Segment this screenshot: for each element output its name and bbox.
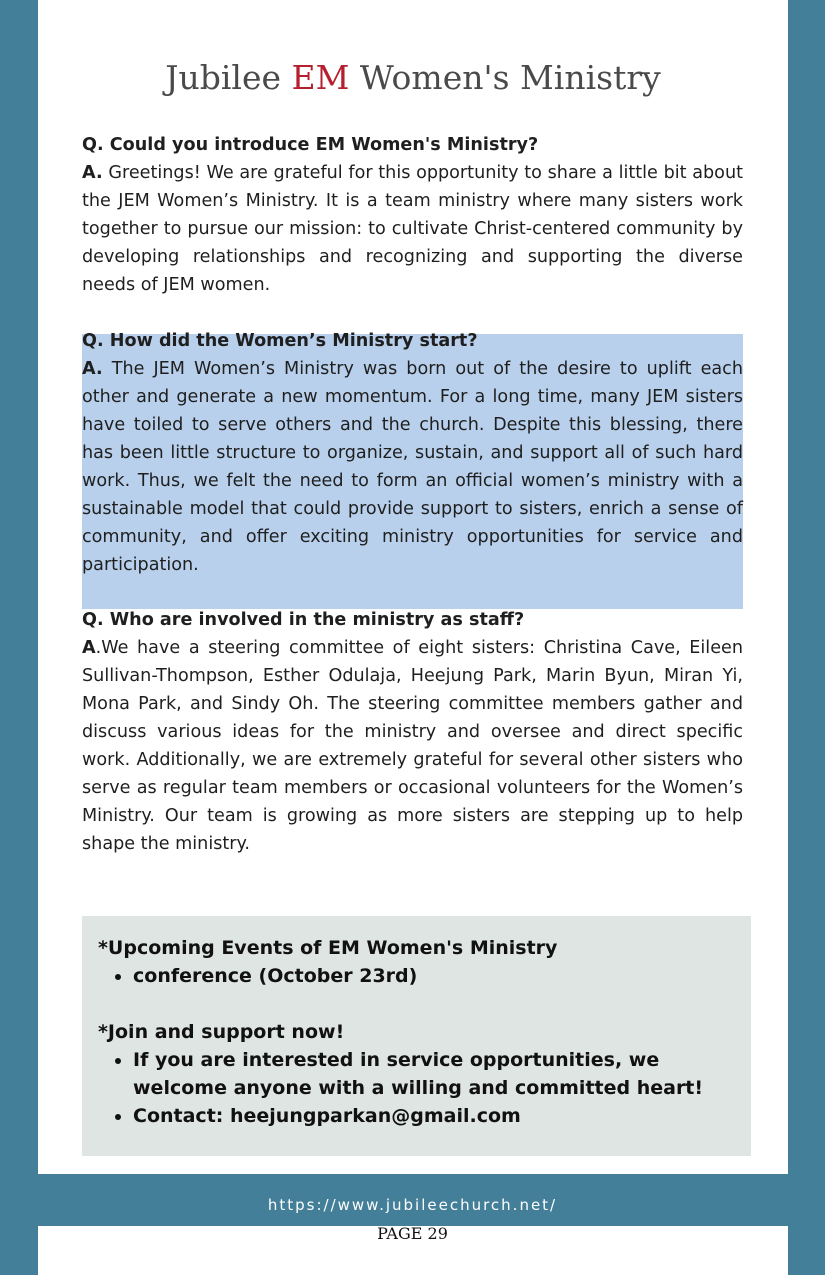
- footer-url-link[interactable]: https://www.jubileechurch.net/: [267, 1196, 558, 1214]
- title-accent: EM: [291, 58, 350, 97]
- answer-text: The JEM Women’s Ministry was born out of the desire to uplift each other and generate a new momentum. For a long time, many JEM sisters have toiled to serve others and the church. Despite this blessing, there has been little structure to organize, sustain, and support all of such hard work. Thus, we felt the need to form an official women’s ministry with a sustainable model that could provide support to sisters, enrich a sense of community, and offer exciting ministry opportunities for service and participation.: [82, 359, 743, 575]
- page-title: [38, 58, 788, 97]
- question: Q. Could you introduce EM Women's Ministry?: [82, 135, 539, 155]
- qa-block-start: [82, 327, 743, 579]
- page: [38, 0, 788, 1275]
- answer-lead: A.: [82, 359, 103, 379]
- list-item: • If you are interested in service opportunities, we welcome anyone with a willing and committed heart!: [133, 1046, 751, 1102]
- title-suffix: Women's Ministry: [349, 58, 661, 97]
- answer: [82, 634, 743, 858]
- events-list: [98, 962, 751, 990]
- events-box: [82, 916, 751, 1156]
- events-heading: *Upcoming Events of EM Women's Ministry: [98, 937, 558, 959]
- qa-block-intro: [82, 131, 743, 299]
- page-number: PAGE 29: [377, 1224, 448, 1243]
- question: Q. Who are involved in the ministry as staff?: [82, 610, 525, 630]
- list-item: • conference (October 23rd): [133, 962, 751, 990]
- question: Q. How did the Women’s Ministry start?: [82, 331, 478, 351]
- answer-text: Greetings! We are grateful for this opportunity to share a little bit about the JEM Women’s Ministry. It is a team ministry where many sisters work together to pursue our mission: to cultivate Christ-centered community by developing relationships and recognizing and supporting the diverse needs of JEM women.: [82, 163, 743, 295]
- answer: [82, 159, 743, 299]
- join-list: [98, 1046, 751, 1130]
- answer-lead: A: [82, 638, 96, 658]
- answer: [82, 355, 743, 579]
- qa-block-staff: [82, 606, 743, 858]
- join-heading: *Join and support now!: [98, 1021, 345, 1043]
- answer-text: .We have a steering committee of eight sisters: Christina Cave, Eileen Sullivan-Thompson, Esther Odulaja, Heejung Park, Marin Byun, Miran Yi, Mona Park, and Sindy Oh. The steering committee members gather and discuss various ideas for the ministry and oversee and direct specific work. Additionally, we are extremely grateful for several other sisters who serve as regular team members or occasional volunteers for the Women’s Ministry. Our team is growing as more sisters are stepping up to help shape the ministry.: [82, 638, 743, 854]
- title-prefix: Jubilee: [165, 58, 292, 97]
- contact-item[interactable]: • Contact: heejungparkan@gmail.com: [133, 1102, 751, 1130]
- answer-lead: A.: [82, 163, 103, 183]
